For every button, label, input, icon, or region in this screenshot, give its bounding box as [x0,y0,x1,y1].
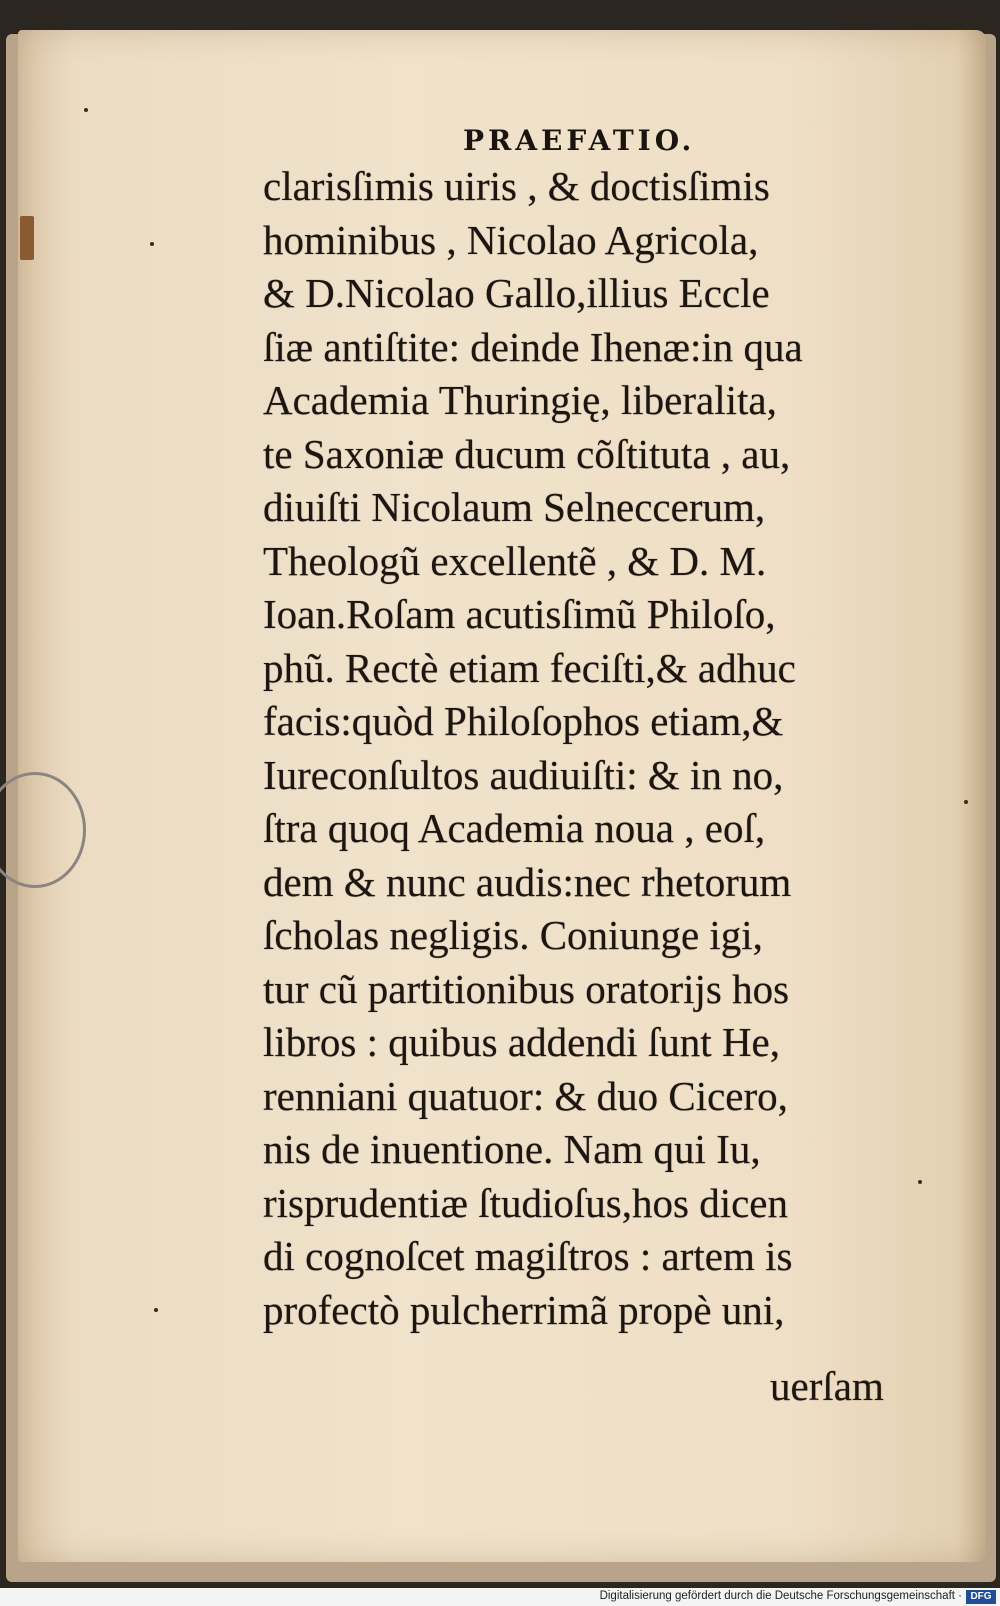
text-line: risprudentiæ ſtudioſus,hos dicen [263,1179,788,1226]
speck [154,1308,158,1312]
spine-mark [20,216,34,260]
speck [964,800,968,804]
text-line: te Saxoniæ ducum cõſtituta , au, [263,430,791,477]
text-line: di cognoſcet magiſtros : artem is [263,1233,793,1279]
dfg-logo: DFG [966,1590,996,1604]
text-line: phũ. Rectè etiam feciſti,& adhuc [263,644,796,691]
text-block [263,160,928,1337]
text-line: Academia Thuringię, liberalita, [263,377,777,423]
running-head: PRAEFATIO. [463,124,696,157]
text-line: & D.Nicolao Gallo,illius Eccle [263,270,770,316]
text-line: libros : quibus addendi ſunt He, [263,1019,781,1065]
text-line: renniani quatuor: & duo Cicero, [263,1072,788,1119]
text-line: ſcholas negligis. Coniunge igi, [263,912,763,958]
text-line: nis de inuentione. Nam qui Iu, [263,1126,761,1172]
text-line: hominibus , Nicolao Agricola, [263,216,759,263]
page-ring-mark [0,772,86,888]
text-line: diuiſti Nicolaum Selneccerum, [263,484,766,530]
text-line: Theologũ excellentẽ , & D. M. [263,537,767,584]
catchword: uerſam [770,1363,884,1409]
footer-credit: Digitalisierung gefördert durch die Deutsche Forschungsgemeinschaft · [599,1590,962,1602]
text-line: profectò pulcherrimã propè uni, [263,1286,785,1333]
text-line: tur cũ partitionibus oratorijs hos [263,965,790,1012]
text-line: ſtra quoq Academia noua , eoſ, [263,805,766,851]
text-line: Iureconſultos audiuiſti: & in no, [263,751,784,798]
text-line: dem & nunc audis:nec rhetorum [263,858,792,905]
text-line: clarisſimis uiris , & doctisſimis [263,163,770,209]
text-line: facis:quòd Philoſophos etiam,& [263,698,784,744]
text-line: ſiæ antiſtite: deinde Ihenæ:in qua [263,323,803,370]
speck [150,242,154,246]
text-line: Ioan.Roſam acutisſimũ Philoſo, [263,591,776,637]
speck [84,108,88,112]
